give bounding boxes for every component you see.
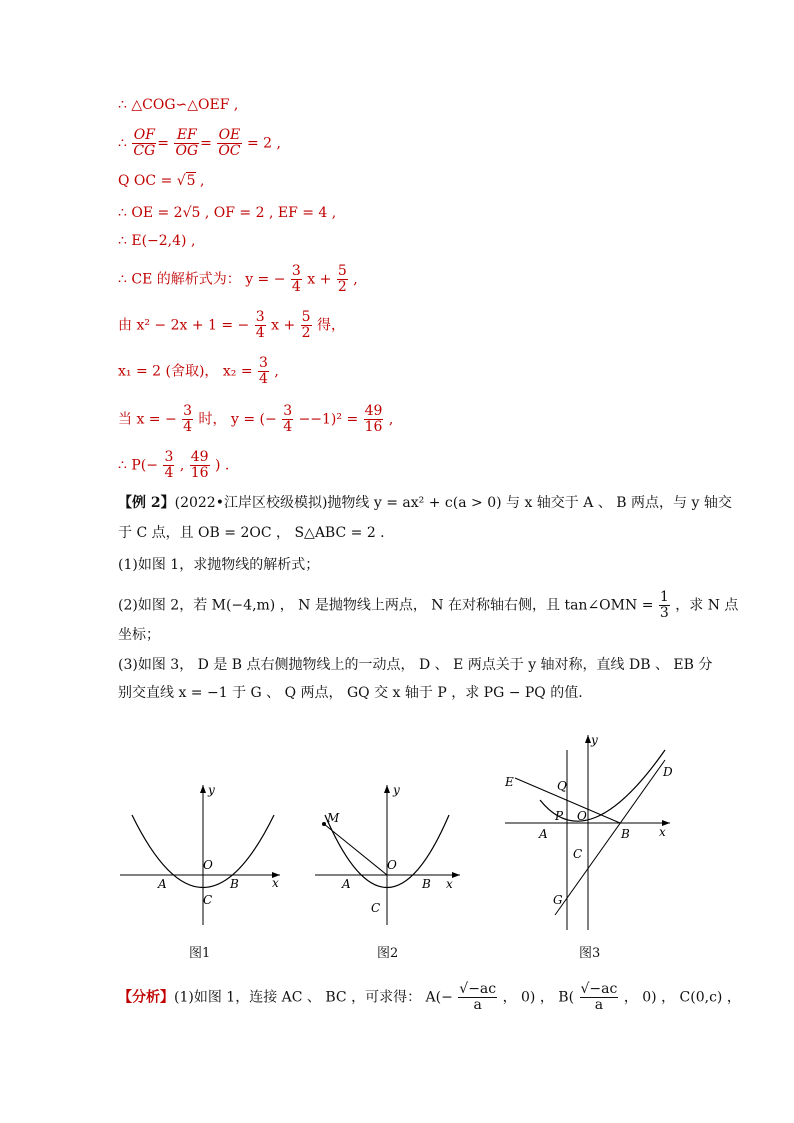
figure-2-caption: 图2 [377, 946, 399, 961]
fig2-m-label: M [327, 811, 340, 825]
fig3-x-label: x [659, 825, 666, 839]
fig2-o-label: O [387, 858, 397, 872]
fig2-a-label: A [342, 877, 351, 891]
figure-3-caption: 图3 [579, 946, 601, 961]
solution-line-9: 当 x = − $\frac{3}{4}$ 时， y = (− $\frac{3}{4}$ −−1)² = $\frac{49}{16}$ , [118, 403, 394, 435]
question-1: (1)如图 1，求抛物线的解析式； [118, 557, 320, 573]
question-3-line-2: 别交直线 x = −1 于 G 、 Q 两点， GQ 交 x 轴于 P ，求 PG − PQ 的值. [118, 685, 583, 701]
figure-2 [310, 780, 480, 930]
fig3-e-label: E [505, 775, 514, 789]
fig3-y-label: y [591, 733, 598, 747]
solution-line-6: ∴ CE 的解析式为： y = − $\frac{3}{4}$ x + $\frac{5}{2}$ , [118, 263, 358, 295]
solution-line-4: ∴ OE = 2√5 , OF = 2 , EF = 4 , [118, 205, 337, 221]
figure-1-caption: 图1 [189, 946, 211, 961]
fig3-q-label: Q [557, 779, 567, 793]
fig2-b-label: B [422, 877, 431, 891]
fig2-x-label: x [446, 877, 453, 891]
fig3-a-label: A [539, 827, 548, 841]
solution-line-8: x₁ = 2 (舍取)， x₂ = $\frac{3}{4}$ , [118, 355, 279, 387]
example-line-2: 于 C 点，且 OB = 2OC ， S△ABC = 2 . [118, 525, 385, 541]
example-line-1: 【例 2】(2022•江岸区校级模拟)抛物线 y = ax² + c(a > 0) 与 x 轴交于 A 、 B 两点，与 y 轴交 [118, 495, 732, 511]
fig2-y-label: y [393, 783, 400, 797]
figure-3 [495, 730, 685, 935]
fig1-a-label: A [158, 877, 167, 891]
fig3-b-label: B [621, 827, 630, 841]
analysis-tag: 【分析】 [118, 989, 174, 1006]
analysis-line: 【分析】(1)如图 1，连接 AC 、 BC ，可求得： A(− $\frac{√-ac}{a}$ ， 0) ， B( $\frac{√-ac}{a}$ ， 0) ， C(0,c) ， [118, 981, 741, 1013]
question-2: (2)如图 2，若 M(−4,m) ， N 是抛物线上两点， N 在对称轴右侧，且 tan∠OMN = $\frac{1}{3}$ ，求 N 点 [118, 589, 739, 621]
fig3-g-label: G [553, 893, 563, 907]
solution-line-5: ∴ E(−2,4) , [118, 233, 196, 249]
fig1-c-label: C [203, 893, 213, 907]
fig3-o-label: O [577, 809, 587, 823]
fig3-c-label: C [573, 847, 583, 861]
solution-line-2: ∴ $\frac{OF}{CG}$ = $\frac{EF}{OG}$ = $\frac{OE}{OC}$ = 2 , [118, 127, 281, 159]
fig1-o-label: O [203, 858, 213, 872]
fig1-b-label: B [230, 877, 239, 891]
figure-1 [120, 780, 290, 930]
fig1-y-label: y [208, 783, 215, 797]
fig3-d-label: D [663, 765, 673, 779]
example-tag: 【例 2】 [118, 495, 175, 511]
solution-line-7: 由 x² − 2x + 1 = − $\frac{3}{4}$ x + $\frac{5}{2}$ 得， [118, 309, 346, 341]
fig3-p-label: P [555, 809, 564, 823]
solution-line-10: ∴ P(− $\frac{3}{4}$ , $\frac{49}{16}$ ) . [118, 449, 230, 481]
question-3-line-1: (3)如图 3， D 是 B 点右侧抛物线上的一动点， D 、 E 两点关于 y 轴对称，直线 DB 、 EB 分 [118, 657, 713, 673]
solution-line-3: Q OC = √5 , [118, 173, 205, 189]
fig2-c-label: C [371, 901, 381, 915]
fig1-x-label: x [272, 876, 279, 890]
solution-line-1: ∴ △COG∽△OEF , [118, 97, 239, 113]
question-2-cont: 坐标； [118, 627, 160, 643]
